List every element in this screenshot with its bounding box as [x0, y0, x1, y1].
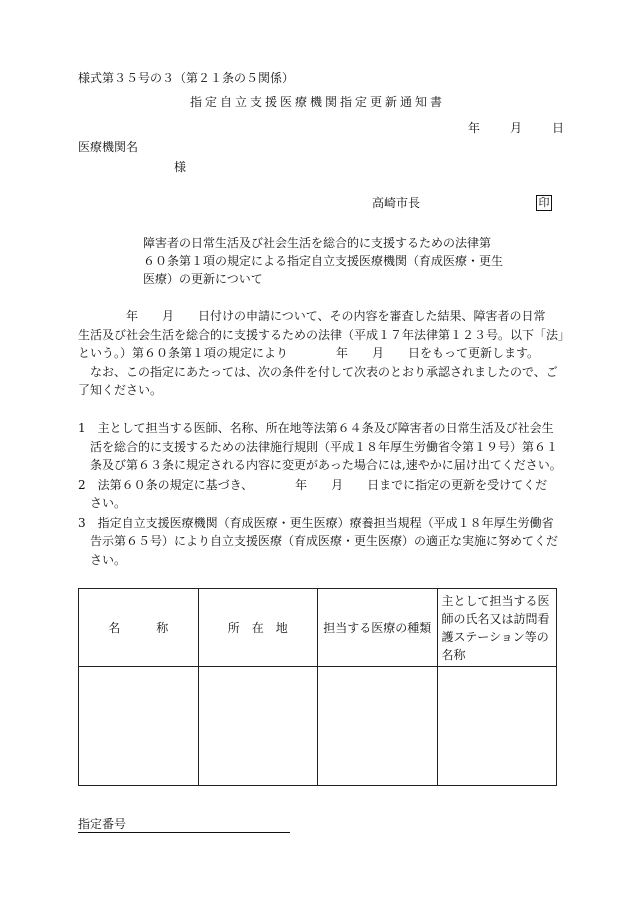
- table-cell[interactable]: [79, 667, 199, 786]
- facility-table: [78, 588, 557, 786]
- subject-line: 医療）の更新について: [143, 272, 263, 286]
- honorific: 様: [174, 160, 187, 174]
- condition-line: さい。: [78, 496, 127, 510]
- seal-mark: 印: [536, 195, 552, 211]
- body-line: 生活及び社会生活を総合的に支援するための法律（平成１７年法律第１２３号。以下「法」: [78, 328, 571, 342]
- body-line: 了知ください。: [78, 383, 163, 397]
- body-line: なお、この指定にあたっては、次の条件を付して次表のとおり承認されましたので、ご: [78, 365, 558, 379]
- condition-line: 2 法第６０条の規定に基づき、 年 月 日までに指定の更新を受けてくだ: [78, 478, 548, 492]
- subject-line: ６０条第１項の規定による指定自立支援医療機関（育成医療・更生: [143, 254, 504, 268]
- condition-line: 3 指定自立支援医療機関（育成医療・更生医療）療養担当規程（平成１８年厚生労働省: [78, 516, 554, 530]
- condition-line: 告示第６５号）により自立支援医療（育成医療・更生医療）の適正な実施に努めてくだ: [78, 534, 559, 548]
- body-line: という。）第６０条第１項の規定により 年 月 日をもって更新します。: [78, 346, 540, 360]
- form-number: 様式第３５号の３（第２１条の５関係）: [78, 71, 295, 85]
- issuer-name: 高崎市長: [372, 196, 421, 210]
- condition-line: 活を総合的に支援するための法律施行規則（平成１８年厚生労働省令第１９号）第６１: [78, 440, 559, 454]
- table-cell[interactable]: [198, 667, 318, 786]
- body-line: 年 月 日付けの申請について、その内容を審査した結果、障害者の日常: [78, 309, 546, 323]
- column-header-medical-type: 担当する医療の種類: [318, 589, 438, 667]
- column-header-address: 所 在 地: [198, 589, 318, 667]
- table-cell[interactable]: [318, 667, 438, 786]
- table-cell[interactable]: [437, 667, 557, 786]
- designation-number-field[interactable]: [78, 818, 290, 833]
- condition-line: 1 主として担当する医師、名称、所在地等法第６４条及び障害者の日常生活及び社会生: [78, 421, 554, 435]
- condition-line: 条及び第６３条に規定される内容に変更があった場合には,速やかに届け出てください。: [78, 458, 562, 472]
- column-header-name: 名 称: [79, 589, 199, 667]
- issue-date: 年 月 日: [468, 121, 567, 135]
- subject-line: 障害者の日常生活及び社会生活を総合的に支援するための法律第: [143, 236, 492, 250]
- designation-number-label: 指定番号: [78, 817, 127, 831]
- condition-line: さい。: [78, 553, 127, 567]
- document-title: 指定自立支援医療機関指定更新通知書: [190, 95, 446, 109]
- table-header-row: [79, 589, 557, 667]
- table-row: [79, 667, 557, 786]
- column-header-physician: 主として担当する医師の氏名又は訪問看護ステーション等の名称: [437, 589, 557, 667]
- recipient-label: 医療機関名: [78, 140, 139, 154]
